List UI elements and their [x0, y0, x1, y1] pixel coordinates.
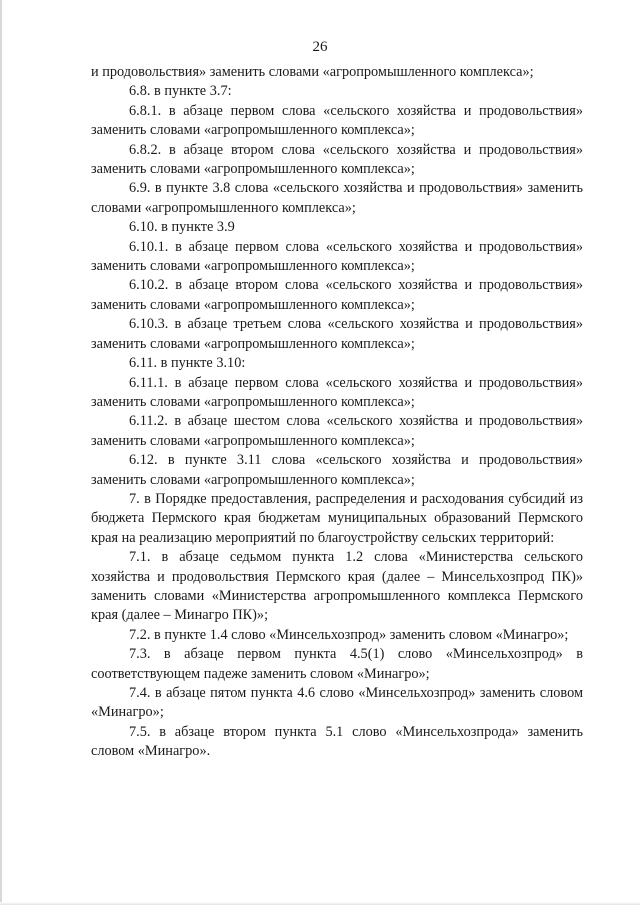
paragraph: 6.11.2. в абзаце шестом слова «сельского хозяйства и продовольствия» заменить словами «агропромышленного комплекса»;: [91, 413, 583, 449]
document-body: [91, 63, 583, 762]
paragraph: 6.10.2. в абзаце втором слова «сельского хозяйства и продовольствия» заменить словами «агропромышленного комплекса»;: [91, 277, 583, 313]
paragraph: 7.3. в абзаце первом пункта 4.5(1) слово «Минсельхозпрод» в соответствующем падеже заменить словом «Минагро»;: [91, 646, 583, 682]
paragraph: 6.10.1. в абзаце первом слова «сельского хозяйства и продовольствия» заменить словами «агропромышленного комплекса»;: [91, 238, 583, 275]
paragraph: 7.2. в пункте 1.4 слово «Минсельхозпрод» заменить словом «Минагро»;: [129, 626, 569, 643]
paragraph: 6.8.1. в абзаце первом слова «сельского хозяйства и продовольствия» заменить словами «агропромышленного комплекса»;: [91, 102, 583, 139]
paragraph: 7.4. в абзаце пятом пункта 4.6 слово «Минсельхозпрод» заменить словом «Минагро»;: [91, 685, 583, 721]
paragraph: 6.8.2. в абзаце втором слова «сельского хозяйства и продовольствия» заменить словами «агропромышленного комплекса»;: [91, 141, 583, 178]
page-number: 26: [312, 39, 328, 55]
paragraph: и продовольствия» заменить словами «агропромышленного комплекса»;: [91, 64, 534, 80]
paragraph: 6.12. в пункте 3.11 слова «сельского хозяйства и продовольствия» заменить словами «агропромышленного комплекса»;: [91, 452, 583, 488]
paragraph: 6.10.3. в абзаце третьем слова «сельского хозяйства и продовольствия» заменить словами «агропромышленного комплекса»;: [91, 316, 583, 352]
paragraph: 7.1. в абзаце седьмом пункта 1.2 слова «Министерства сельского хозяйства и продовольствия Пермского края (далее – Минсельхозпрод ПК)» заменить словами «Министерства агропромышленного комплекса Пермского края (далее – Минагро ПК)»;: [91, 549, 583, 624]
scan-edge-left: [0, 0, 2, 905]
paragraph: 6.8. в пункте 3.7:: [129, 83, 232, 100]
paragraph: 7. в Порядке предоставления, распределения и расходования субсидий из бюджета Пермского края бюджетам муниципальных образований Пермского края на реализацию мероприятий по благоустройству сельских территорий:: [91, 490, 583, 546]
paragraph: 6.9. в пункте 3.8 слова «сельского хозяйства и продовольствия» заменить словами «агропромышленного комплекса»;: [91, 180, 583, 216]
paragraph: 7.5. в абзаце втором пункта 5.1 слово «Минсельхозпрода» заменить словом «Минагро».: [91, 723, 583, 760]
paragraph: 6.10. в пункте 3.9: [129, 219, 235, 236]
paragraph: 6.11.1. в абзаце первом слова «сельского хозяйства и продовольствия» заменить словами «агропромышленного комплекса»;: [91, 374, 583, 410]
paragraph: 6.11. в пункте 3.10:: [129, 355, 246, 372]
